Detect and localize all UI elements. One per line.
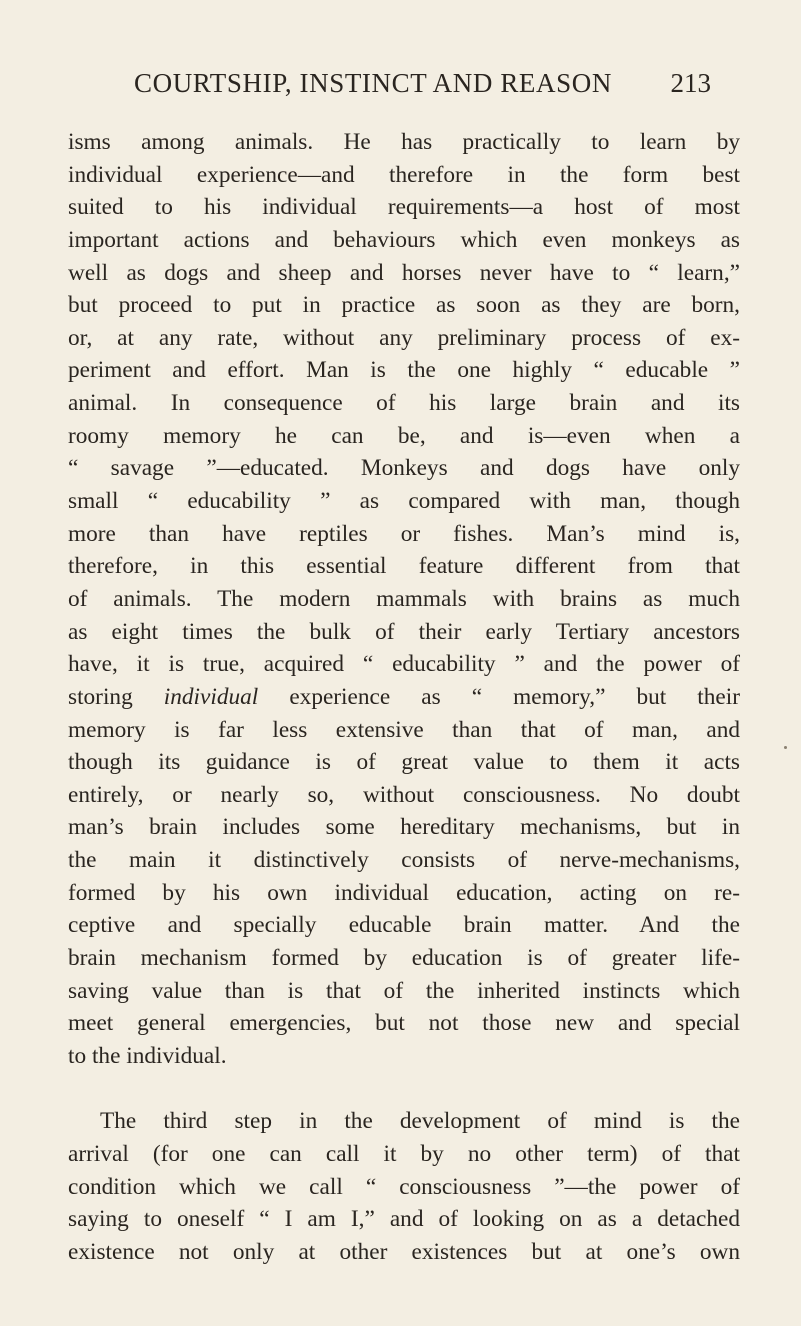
text-line: brain mechanism formed by education is of greater life-: [68, 945, 740, 972]
text-line: saying to oneself “ I am I,” and of looking on as a detached: [68, 1206, 740, 1233]
text-line: though its guidance is of great value to them it acts: [68, 749, 740, 776]
text-line: suited to his individual requirements—a host of most: [68, 194, 740, 221]
text-line: more than have reptiles or fishes. Man’s mind is,: [68, 520, 740, 547]
text-line: as eight times the bulk of their early Tertiary ancestors: [68, 618, 740, 645]
text-line: therefore, in this essential feature different from that: [68, 553, 740, 580]
text-line: but proceed to put in practice as soon as they are born,: [68, 292, 740, 319]
text-line: The third step in the development of mind is the: [100, 1108, 740, 1135]
print-speck: [784, 746, 787, 749]
paragraph-gap: [68, 1073, 740, 1106]
text-line: “ savage ”—educated. Monkeys and dogs have only: [68, 455, 740, 482]
text-line: isms among animals. He has practically to learn by: [68, 129, 740, 155]
text-line: condition which we call “ consciousness ”—the power of: [68, 1173, 740, 1200]
text-line: meet general emergencies, but not those new and special: [68, 1010, 740, 1037]
text-line: small “ educability ” as compared with man, though: [68, 488, 740, 515]
text-line: have, it is true, acquired “ educability ” and the power of: [68, 651, 740, 678]
text-line: individual experience—and therefore in the form best: [68, 161, 740, 188]
body-text: [68, 126, 740, 1268]
text-line: man’s brain includes some hereditary mechanisms, but in: [68, 814, 740, 841]
text-line: ceptive and specially educable brain matter. And the: [68, 912, 740, 939]
paragraph-1: [68, 126, 740, 1073]
text-line: saving value than is that of the inherited instincts which: [68, 977, 740, 1004]
text-line: or, at any rate, without any preliminary process of ex-: [68, 324, 740, 351]
italic-phrase: individual: [163, 683, 259, 710]
text-line: important actions and behaviours which even monkeys as: [68, 226, 740, 253]
paragraph-2: [68, 1105, 740, 1268]
text-line: existence not only at other existences but at one’s own: [68, 1238, 740, 1265]
text-line: animal. In consequence of his large brain and its: [68, 390, 740, 417]
text-line: entirely, or nearly so, without consciousness. No doubt: [68, 781, 740, 808]
text-line: well as dogs and sheep and horses never have to “ learn,”: [68, 259, 740, 286]
text-line: formed by his own individual education, acting on re-: [68, 879, 740, 906]
text-line: the main it distinctively consists of nerve-mechanisms,: [68, 847, 740, 874]
text-line: memory is far less extensive than that of man, and: [68, 716, 740, 743]
text-line: periment and effort. Man is the one highly “ educable ”: [68, 357, 740, 384]
page-number: 213: [670, 68, 711, 98]
page-header: [0, 68, 801, 108]
text-line: roomy memory he can be, and is—even when a: [68, 422, 740, 449]
text-line-with-italic: storing individual experience as “ memory,” but their: [68, 683, 740, 710]
text-line: arrival (for one can call it by no other term) of that: [68, 1140, 740, 1167]
text-line: to the individual.: [68, 1042, 227, 1069]
text-line: of animals. The modern mammals with brains as much: [68, 585, 740, 612]
running-head: COURTSHIP, INSTINCT AND REASON: [134, 68, 612, 98]
